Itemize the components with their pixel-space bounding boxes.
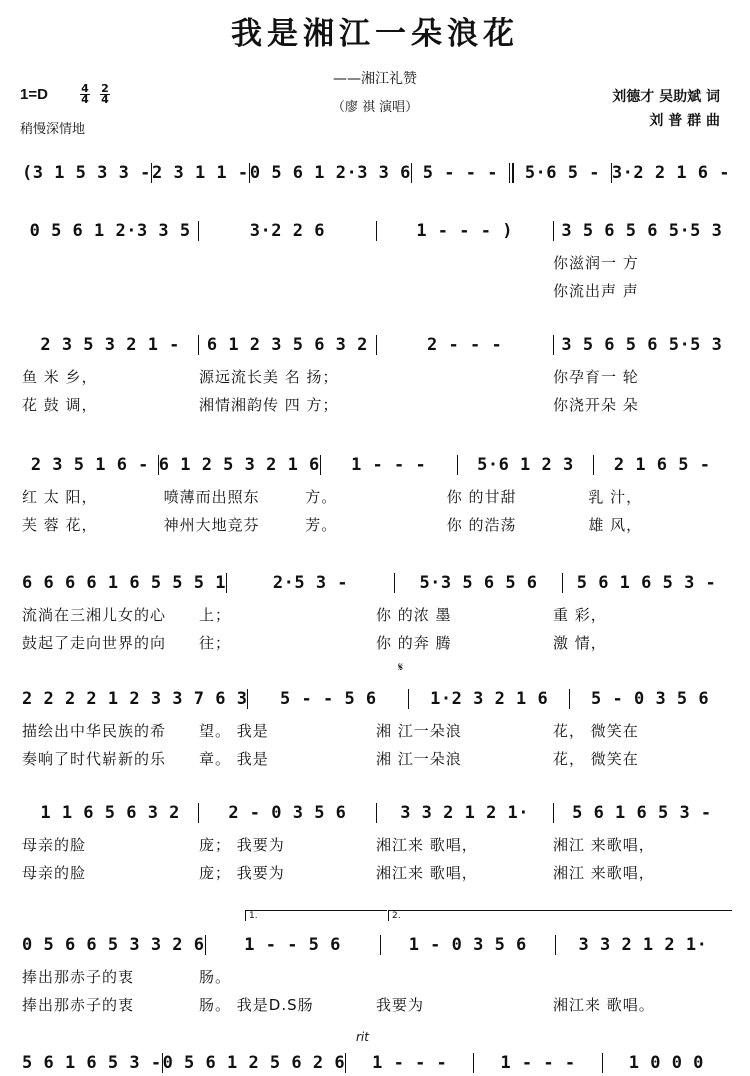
measure: 2·5 3 - — [226, 573, 394, 593]
page-title: 我是湘江一朵浪花 — [231, 16, 519, 52]
lyric-segment — [376, 252, 553, 276]
lyric-segment: 神州大地竞芬 — [163, 516, 260, 534]
measure: 2 - - - — [376, 335, 553, 355]
measure: 2 3 5 3 2 1 - — [40, 335, 180, 355]
lyric-segment: 鼓起了走向世界的向 — [22, 634, 167, 652]
notes-row — [22, 932, 730, 958]
measure: 1 - - - — [473, 1053, 601, 1073]
measure: 1 - - - — [320, 455, 457, 475]
segno-mark: 𝄋 — [398, 660, 404, 674]
lyric-segment: 湘江来 歌唱， — [376, 836, 478, 854]
lyric-segment: 喷薄而出照东 — [163, 488, 260, 506]
measure: 5 6 1 6 5 3 - — [22, 1053, 162, 1073]
measure: 6 1 2 3 5 6 3 2 — [198, 335, 375, 355]
measure: 1·2 3 2 1 6 — [408, 689, 569, 709]
lyric-segment: 你 的浩荡 — [446, 516, 517, 534]
measure: 2 1 6 5 - — [593, 455, 730, 475]
lyric-segment — [199, 252, 376, 276]
lyric-segment: 雄 风， — [588, 516, 643, 534]
lyric-segment: 流淌在三湘儿女的心 — [22, 606, 167, 624]
measure: 3·2 2 1 6 - — [611, 163, 730, 183]
key-signature: 1=D — [20, 86, 48, 103]
lyric-segment — [22, 252, 199, 276]
measure: (3 1 5 3 3 - — [22, 163, 151, 183]
time-signature-1 — [80, 84, 90, 105]
lyric-segment: 肠。 — [199, 968, 232, 986]
ending-1: 1. — [245, 910, 387, 921]
lyric-segment: 你滋润一 方 — [553, 254, 639, 272]
measure: 1 - - - — [345, 1053, 473, 1073]
lyric-line-1 — [22, 366, 730, 390]
notes-row — [22, 218, 730, 244]
lyric-segment: 庞； 我要为 — [199, 836, 285, 854]
measure: 5·6 5 - — [513, 163, 611, 183]
measure: 1 - - 5 6 — [205, 935, 380, 955]
notes-row — [22, 452, 730, 478]
lyric-segment: 芙 蓉 花， — [22, 516, 98, 534]
lyric-segment: 你流出声 声 — [553, 282, 639, 300]
lyric-segment: 鱼 米 乡， — [22, 368, 98, 386]
lyric-segment: 章。 我是 — [199, 750, 269, 768]
lyric-segment: 你浇开朵 朵 — [553, 396, 639, 414]
lyric-segment — [553, 966, 730, 990]
time1-bottom: 4 — [81, 93, 89, 106]
lyric-segment: 激 情， — [553, 634, 607, 652]
lyric-segment: 花， 微笑在 — [553, 750, 639, 768]
time-signature-2 — [100, 84, 110, 105]
lyric-segment: 湘江 来歌唱， — [553, 836, 655, 854]
measure: 3 5 6 5 6 5·5 3 — [553, 221, 730, 241]
lyric-line-1 — [22, 486, 730, 510]
lyric-segment: 望。 我是 — [199, 722, 269, 740]
lyric-segment: 源远流长美 名 扬； — [199, 368, 339, 386]
lyric-segment: 上； — [199, 606, 232, 624]
lyric-segment — [376, 966, 553, 990]
lyric-line-2 — [22, 862, 730, 886]
measure: 0 5 6 1 2 5 6 2 6 — [162, 1053, 346, 1073]
lyric-segment: 庞； 我要为 — [199, 864, 285, 882]
lyric-segment: 你 的浓 墨 — [376, 606, 452, 624]
lyric-segment: 捧出那赤子的衷 — [22, 996, 135, 1014]
lyric-segment: 湘江来 歌唱， — [376, 864, 478, 882]
lyric-segment: 肠。 我是D.S肠 — [199, 996, 314, 1014]
lyric-segment: 描绘出中华民族的希 — [22, 722, 167, 740]
lyric-segment: 奏响了时代崭新的乐 — [22, 750, 167, 768]
subtitle: ——湘江礼赞 — [333, 71, 417, 87]
measure: 3 5 6 5 6 5·5 3 — [553, 335, 730, 355]
ending-2: 2. — [388, 910, 732, 921]
lyric-segment: 湘 江一朵浪 — [376, 722, 462, 740]
measure: 5 - - 5 6 — [247, 689, 408, 709]
lyric-segment: 方。 — [305, 488, 338, 506]
measure: 1 0 0 0 — [602, 1053, 730, 1073]
measure: 5·6 1 2 3 — [457, 455, 594, 475]
measure: 1 1 6 5 6 3 2 — [40, 803, 180, 823]
measure: 2 - 0 3 5 6 — [198, 803, 375, 823]
notes-row — [22, 800, 730, 826]
measure: 0 5 6 6 5 3 3 2 6 — [22, 935, 205, 955]
singer-credit: （廖 祺 演唱） — [331, 100, 419, 115]
lyric-segment: 湘江 来歌唱， — [553, 864, 655, 882]
lyric-line-1 — [22, 720, 730, 744]
lyric-line-2 — [22, 748, 730, 772]
lyric-line-2 — [22, 514, 730, 538]
measure: 6 1 2 5 3 2 1 6 — [158, 455, 320, 475]
lyric-line-1 — [22, 604, 730, 628]
lyricist-credit: 刘德才 吴助斌 词 — [612, 89, 720, 105]
measure: 0 5 6 1 2·3 3 5 — [29, 221, 191, 241]
lyric-line-2 — [22, 280, 730, 304]
measure: 1 - - - ) — [376, 221, 553, 241]
lyric-segment: 湘 江一朵浪 — [376, 750, 462, 768]
time1-top: 4 — [81, 82, 89, 95]
lyric-segment: 湘情湘韵传 四 方； — [199, 396, 339, 414]
lyric-segment: 湘江来 歌唱。 — [553, 996, 655, 1014]
lyric-segment: 我要为 — [376, 996, 425, 1014]
time2-bottom: 4 — [101, 93, 109, 106]
measure: 1 - 0 3 5 6 — [380, 935, 555, 955]
lyric-segment — [376, 280, 553, 304]
notes-row — [22, 570, 730, 596]
measure: 3·2 2 6 — [198, 221, 375, 241]
notes-row — [22, 1050, 730, 1076]
lyric-segment: 花， 微笑在 — [553, 722, 639, 740]
lyric-line-1 — [22, 252, 730, 276]
measure: 5 6 1 6 5 3 - — [553, 803, 730, 823]
lyric-segment: 母亲的脸 — [22, 864, 87, 882]
measure: 3 3 2 1 2 1· — [555, 935, 730, 955]
time2-top: 2 — [101, 82, 109, 95]
lyric-segment: 你 的甘甜 — [446, 488, 517, 506]
rit-mark: rit — [356, 1030, 369, 1044]
tempo-marking: 稍慢深情地 — [20, 122, 86, 137]
lyric-line-1 — [22, 966, 730, 990]
measure: 5·3 5 6 5 6 — [394, 573, 562, 593]
lyric-segment — [376, 394, 553, 418]
lyric-segment: 红 太 阳， — [22, 488, 98, 506]
lyric-segment — [199, 280, 376, 304]
lyric-segment: 花 鼓 调， — [22, 396, 98, 414]
measure: 0 5 6 1 2·3 3 6 — [249, 163, 411, 183]
lyric-segment: 重 彩， — [553, 606, 607, 624]
lyric-line-2 — [22, 394, 730, 418]
lyric-line-1 — [22, 834, 730, 858]
lyric-segment: 你孕育一 轮 — [553, 368, 639, 386]
measure: 3 3 2 1 2 1· — [376, 803, 553, 823]
lyric-segment: 往； — [199, 634, 232, 652]
measure: 2 2 2 2 1 2 3 3 7 6 3 — [22, 689, 248, 709]
lyric-segment: 你 的奔 腾 — [376, 634, 452, 652]
measure: 5 - - - — [411, 163, 513, 183]
lyric-segment — [376, 366, 553, 390]
notes-row — [22, 160, 730, 186]
measure: 2 3 5 1 6 - — [30, 455, 149, 475]
lyric-segment — [22, 280, 199, 304]
measure: 5 - 0 3 5 6 — [569, 689, 730, 709]
notes-row — [22, 332, 730, 358]
lyric-segment: 母亲的脸 — [22, 836, 87, 854]
measure: 2 3 1 1 - — [152, 163, 249, 183]
lyric-line-2 — [22, 632, 730, 656]
lyric-segment: 芳。 — [305, 516, 338, 534]
lyric-segment: 乳 汁， — [588, 488, 643, 506]
measure: 5 6 1 6 5 3 - — [562, 573, 730, 593]
composer-credit: 刘 普 群 曲 — [649, 113, 720, 129]
notes-row — [22, 686, 730, 712]
measure: 6 6 6 6 1 6 5 5 5 1 — [22, 573, 226, 593]
lyric-segment: 捧出那赤子的衷 — [22, 968, 135, 986]
lyric-line-2 — [22, 994, 730, 1018]
